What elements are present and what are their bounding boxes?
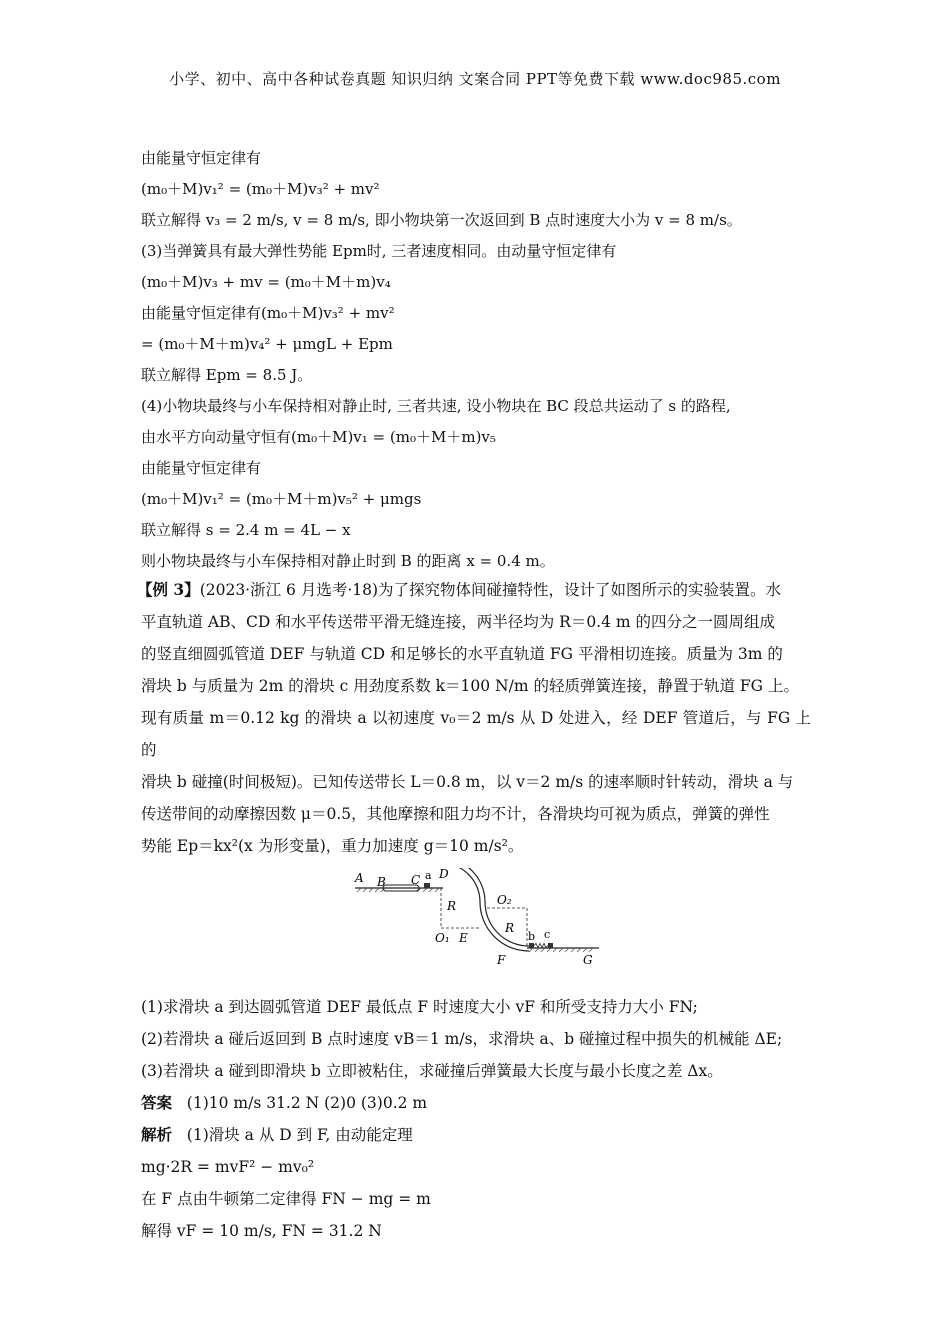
label-c-point: C — [411, 873, 421, 887]
example-line: 滑块 b 碰撞(时间极短)。已知传送带长 L＝0.8 m，以 v＝2 m/s 的速率顺时针转动，滑块 a 与 — [141, 773, 794, 791]
label-f-point: F — [497, 953, 506, 967]
example-line — [137, 574, 811, 606]
answer-label: 答案 — [141, 1093, 173, 1112]
label-block-c: c — [544, 928, 551, 941]
label-a-point: A — [355, 871, 364, 885]
block-b — [529, 943, 534, 948]
example-tag: 【例 3】 — [137, 580, 200, 599]
analysis-line: 解得 vF = 10 m/s, FN = 31.2 N — [141, 1222, 382, 1240]
example-line: 现有质量 m＝0.12 kg 的滑块 a 以初速度 v₀＝2 m/s 从 D 处进入，经 DEF 管道后，与 FG 上的 — [141, 709, 811, 759]
label-o2: O₂ — [497, 893, 512, 907]
solution-line: 联立解得 v₃ = 2 m/s, v = 8 m/s, 即小物块第一次返回到 B 点时速度大小为 v = 8 m/s。 — [141, 211, 742, 229]
answer-text: (1)10 m/s 31.2 N (2)0 (3)0.2 m — [186, 1094, 428, 1112]
label-e-point: E — [459, 931, 468, 945]
example-line: 的竖直细圆弧管道 DEF 与轨道 CD 和足够长的水平直轨道 FG 平滑相切连接。质量为 3m 的 — [141, 645, 783, 663]
previous-solution — [141, 148, 811, 572]
example-line: 传送带间的动摩擦因数 μ＝0.5，其他摩擦和阻力均不计，各滑块均可视为质点，弹簧的弹性 — [141, 805, 770, 823]
question-item: (1)求滑块 a 到达圆弧管道 DEF 最低点 F 时速度大小 vF 和所受支持力大小 FN; — [141, 998, 698, 1016]
example-line: 滑块 b 与质量为 2m 的滑块 c 用劲度系数 k＝100 N/m 的轻质弹簧连接，静置于轨道 FG 上。 — [141, 677, 799, 695]
solution-line: (4)小物块最终与小车保持相对静止时, 三者共速, 设小物块在 BC 段总共运动了 s 的路程, — [141, 397, 731, 415]
page-header: 小学、初中、高中各种试卷真题 知识归纳 文案合同 PPT等免费下载 www.doc985.com — [169, 70, 781, 88]
example-text: (2023·浙江 6 月选考·18)为了探究物体间碰撞特性，设计了如图所示的实验装置。水 — [199, 581, 782, 599]
block-c — [548, 943, 553, 948]
spring — [534, 944, 548, 948]
solution-line: 由能量守恒定律有 — [141, 149, 262, 167]
question-item: (3)若滑块 a 碰到即滑块 b 立即被粘住，求碰撞后弹簧最大长度与最小长度之差 Δx。 — [141, 1062, 723, 1080]
analysis-line: 在 F 点由牛顿第二定律得 FN − mg = m — [141, 1190, 431, 1208]
solution-line: 由水平方向动量守恒有(m₀＋M)v₁ = (m₀＋M＋m)v₅ — [141, 428, 496, 446]
solution-line: (m₀＋M)v₁² = (m₀＋M)v₃² + mv² — [141, 180, 380, 198]
solution-line: 由能量守恒定律有 — [141, 459, 262, 477]
solution-line: 则小物块最终与小车保持相对静止时到 B 的距离 x = 0.4 m。 — [141, 552, 555, 570]
document-body — [137, 148, 811, 1248]
analysis-first: (1)滑块 a 从 D 到 F, 由动能定理 — [186, 1126, 413, 1144]
analysis-label: 解析 — [141, 1125, 173, 1144]
solution-line: (3)当弹簧具有最大弹性势能 Epm时, 三者速度相同。由动量守恒定律有 — [141, 242, 617, 260]
question-item: (2)若滑块 a 碰后返回到 B 点时速度 vB＝1 m/s，求滑块 a、b 碰撞过程中损失的机械能 ΔE; — [141, 1030, 783, 1048]
answer-line — [141, 1088, 811, 1118]
analysis-line: mg·2R = mvF² − mv₀² — [141, 1158, 315, 1176]
label-d-point: D — [439, 868, 449, 881]
solution-line: = (m₀＋M＋m)v₄² + μmgL + Epm — [141, 335, 393, 353]
solution-line: (m₀＋M)v₁² = (m₀＋M＋m)v₅² + μmgs — [141, 490, 422, 508]
label-o1: O₁ — [435, 931, 450, 945]
label-radius-1: R — [447, 899, 457, 913]
label-b-point: B — [377, 875, 386, 889]
questions — [141, 992, 811, 1086]
label-g-point: G — [583, 953, 593, 967]
label-radius-2: R — [505, 921, 515, 935]
example-line: 势能 Ep＝kx²(x 为形变量)，重力加速度 g＝10 m/s²。 — [141, 837, 524, 855]
analysis-line — [141, 1120, 811, 1150]
solution-line: 由能量守恒定律有(m₀＋M)v₃² + mv² — [141, 304, 395, 322]
example-line: 平直轨道 AB、CD 和水平传送带平滑无缝连接，两半径均为 R＝0.4 m 的四分之一圆周组成 — [141, 613, 776, 631]
solution-line: 联立解得 Epm = 8.5 J。 — [141, 366, 313, 384]
apparatus-figure — [141, 868, 811, 988]
example-problem — [137, 574, 811, 862]
solution-line: 联立解得 s = 2.4 m = 4L − x — [141, 521, 351, 539]
solution-line: (m₀＋M)v₃ + mv = (m₀＋M＋m)v₄ — [141, 273, 391, 291]
block-a — [424, 883, 430, 888]
label-block-a: a — [425, 869, 432, 882]
label-block-b: b — [528, 930, 536, 943]
track-diagram — [351, 868, 601, 973]
